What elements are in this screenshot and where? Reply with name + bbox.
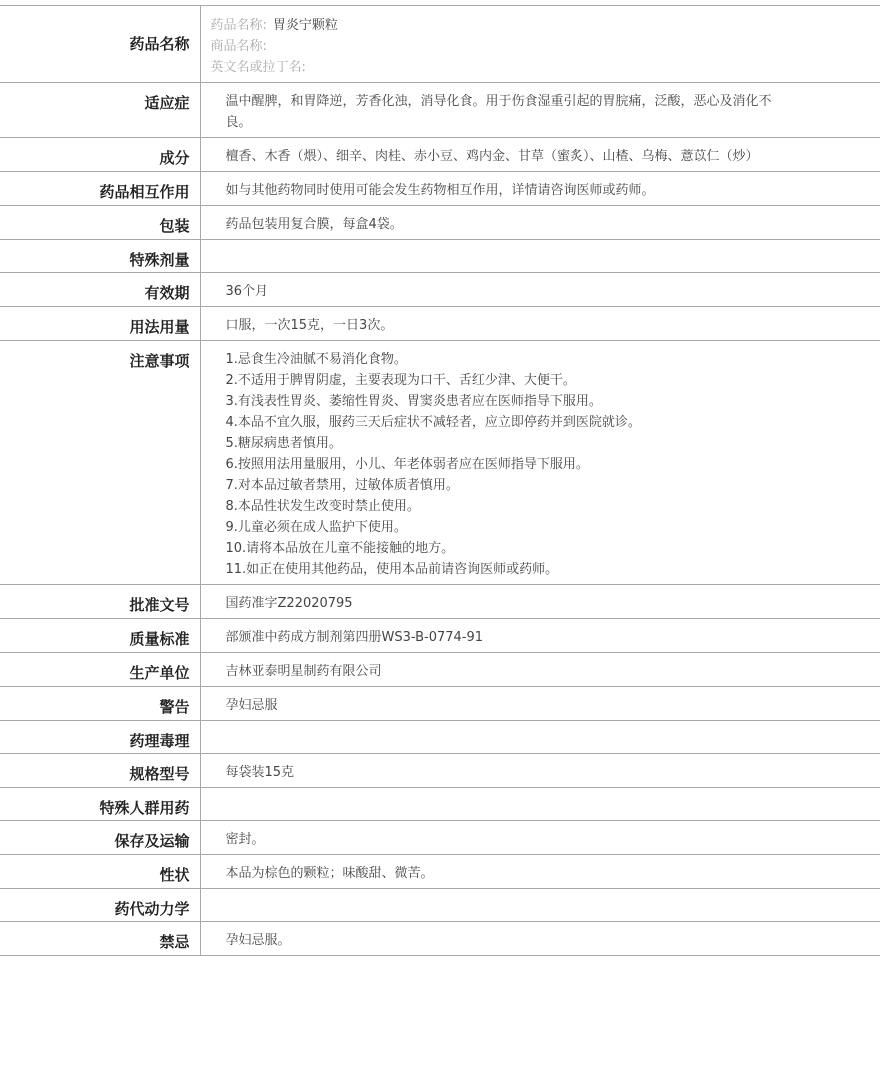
pharmacokinetics-label: 药代动力学 [0, 889, 200, 922]
precautions-label: 注意事项 [0, 341, 200, 585]
dosage-row [0, 307, 880, 341]
trade-name-label: 商品名称: [210, 39, 267, 54]
contraindications-row [0, 922, 880, 956]
shelf-life-row [0, 273, 880, 307]
precaution-item: 3.有浅表性胃炎、萎缩性胃炎、胃窦炎患者应在医师指导下服用。 [225, 394, 602, 409]
contraindications-value: 孕妇忌服。 [200, 922, 880, 956]
precaution-item: 5.糖尿病患者慎用。 [225, 436, 342, 451]
indications-label: 适应症 [0, 83, 200, 138]
interactions-value: 如与其他药物同时使用可能会发生药物相互作用，详情请咨询医师或药师。 [200, 172, 880, 206]
special-population-value [200, 788, 880, 821]
generic-name-value: 胃炎宁颗粒 [272, 18, 338, 33]
precaution-item: 1.忌食生冷油腻不易消化食物。 [225, 352, 407, 367]
precaution-item: 4.本品不宜久服，服药三天后症状不减轻者，应立即停药并到医院就诊。 [225, 415, 641, 430]
precaution-item: 9.儿童必须在成人监护下使用。 [225, 520, 407, 535]
generic-name-line [211, 15, 871, 36]
precautions-row [0, 341, 880, 585]
storage-row [0, 821, 880, 855]
special-population-row [0, 788, 880, 821]
storage-label: 保存及运输 [0, 821, 200, 855]
manufacturer-value: 吉林亚泰明星制药有限公司 [200, 653, 880, 687]
precaution-item: 8.本品性状发生改变时禁止使用。 [225, 499, 420, 514]
trade-name-line [211, 36, 871, 57]
drug-name-row [0, 6, 880, 83]
packaging-row [0, 206, 880, 240]
dosage-value: 口服，一次15克，一日3次。 [200, 307, 880, 341]
generic-name-label: 药品名称: [210, 18, 267, 33]
storage-value: 密封。 [200, 821, 880, 855]
ingredients-label: 成分 [0, 138, 200, 172]
toxicology-label: 药理毒理 [0, 721, 200, 754]
drug-name-block [200, 6, 880, 83]
dosage-label: 用法用量 [0, 307, 200, 341]
indications-value: 温中醒脾，和胃降逆，芳香化浊，消导化食。用于伤食湿重引起的胃脘痛，泛酸，恶心及消化不良。 [200, 83, 880, 138]
indications-row [0, 83, 880, 138]
precaution-item: 6.按照用法用量服用，小儿、年老体弱者应在医师指导下服用。 [225, 457, 589, 472]
manufacturer-row [0, 653, 880, 687]
english-name-label: 英文名或拉丁名: [210, 60, 306, 75]
precaution-item: 2.不适用于脾胃阴虚，主要表现为口干、舌红少津、大便干。 [225, 373, 576, 388]
toxicology-value [200, 721, 880, 754]
characteristics-label: 性状 [0, 855, 200, 889]
special-dosage-row [0, 240, 880, 273]
warning-row [0, 687, 880, 721]
interactions-label: 药品相互作用 [0, 172, 200, 206]
precaution-item: 10.请将本品放在儿童不能接触的地方。 [225, 541, 455, 556]
special-population-label: 特殊人群用药 [0, 788, 200, 821]
packaging-value: 药品包装用复合膜，每盒4袋。 [200, 206, 880, 240]
ingredients-value: 檀香、木香（煨）、细辛、肉桂、赤小豆、鸡内金、甘草（蜜炙）、山楂、乌梅、薏苡仁（炒） [200, 138, 880, 172]
special-dosage-value [200, 240, 880, 273]
pharmacokinetics-value [200, 889, 880, 922]
warning-value: 孕妇忌服 [200, 687, 880, 721]
shelf-life-value: 36个月 [200, 273, 880, 307]
quality-standard-row [0, 619, 880, 653]
approval-number-row [0, 585, 880, 619]
english-name-line [211, 57, 871, 78]
warning-label: 警告 [0, 687, 200, 721]
toxicology-row [0, 721, 880, 754]
specification-row [0, 754, 880, 788]
shelf-life-label: 有效期 [0, 273, 200, 307]
pharmacokinetics-row [0, 889, 880, 922]
precaution-item: 7.对本品过敏者禁用，过敏体质者慎用。 [225, 478, 459, 493]
quality-standard-value: 部颁准中药成方制剂第四册WS3-B-0774-91 [200, 619, 880, 653]
approval-number-value: 国药准字Z22020795 [200, 585, 880, 619]
precaution-item: 11.如正在使用其他药品，使用本品前请咨询医师或药师。 [225, 562, 559, 577]
ingredients-row [0, 138, 880, 172]
precautions-list [200, 341, 880, 585]
special-dosage-label: 特殊剂量 [0, 240, 200, 273]
characteristics-row [0, 855, 880, 889]
manufacturer-label: 生产单位 [0, 653, 200, 687]
approval-number-label: 批准文号 [0, 585, 200, 619]
interactions-row [0, 172, 880, 206]
drug-name-label: 药品名称 [0, 6, 200, 83]
quality-standard-label: 质量标准 [0, 619, 200, 653]
characteristics-value: 本品为棕色的颗粒；味酸甜、微苦。 [200, 855, 880, 889]
specification-value: 每袋装15克 [200, 754, 880, 788]
specification-label: 规格型号 [0, 754, 200, 788]
drug-info-table [0, 5, 880, 956]
packaging-label: 包装 [0, 206, 200, 240]
contraindications-label: 禁忌 [0, 922, 200, 956]
